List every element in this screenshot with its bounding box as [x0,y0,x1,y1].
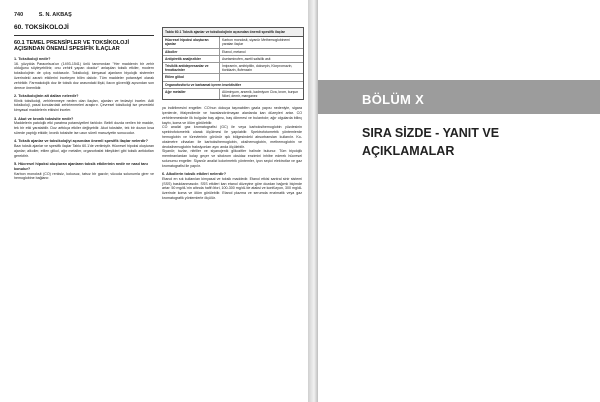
table-cell-agent: Hücresel hipoksi oluşturan ajanlar [163,37,220,47]
table-row [163,63,303,74]
table-caption: Tablo 60.1 Toksik ajanlar ve toksikolojinin açısından önemli spesifik ilaçlar [163,28,303,37]
running-header [14,12,72,18]
paragraph: Klinik toksikoloji, zehirlenmeye neden olan ilaçları, ajanları ve tedaviyi inceler. Adli toksikoloji, yasal konulardaki zehirlenmeleri araştırır. Çevresel toksikoloji ise çevredeki kimyasal maddelerin etkisini inceler. [14,98,154,113]
paragraph: CO analizi gaz kromatografisi (GC) ile veya karboksihemoglobin yüzdesinin spektrofotometrik olarak ölçülmesi ile yapılabilir. Spektrofotometrik yöntemlerde hemoglobin ve türevlerinin görünür ışık bölgesindeki absorbansları kullanılır. Ko-oksimetre cihazları ile karboksihemoglobin, oksihemoglobin, methemoglobin ve deoksihemoglobin fraksiyonları aynı anda ölçülebilir. [162,125,302,149]
table-body [163,37,303,99]
question-heading: 6. Alkollerin toksik etkileri nelerdir? [162,172,227,177]
paragraph: Karbon monoksit (CO) renksiz, kokusuz, tatsız bir gazdır; vücuda solunumla girer ve hemoglobine bağlanır. [14,171,154,181]
question-heading: 3. Akut ve kronik toksisite nedir? [14,116,74,121]
paragraph: Siyanür; tuzlar, nitriller ve siyanojenik glikozitler halinde bulunur. Tüm biyolojik membranlardan kolay geçer ve sitokrom oksidaz enzimini inhibe ederek hücresel solunumu engeller. Siyanür analizi kolorimetrik yöntemler, iyon seçici elektrotlar ve gaz kromatografisi ile yapılır. [162,149,302,168]
table-row [163,49,303,56]
table-cell-agent: Etilen glikol [163,74,220,80]
paragraph: Maddelerin patolojik etki yaratma potansiyelleri farklıdır. Belirli dozda verilen bir madde, tek bir etki yaratabilir. Doz arttıkça etkiler değişebilir. Akut toksisite, tek bir dozun kısa sürede yaptığı etkidir; kronik toksisite ise uzun süreli maruziyetin sonucudur. [14,121,154,135]
table-row [163,82,303,89]
part-title [362,124,499,160]
right-page [318,0,600,402]
left-column [14,22,154,181]
question-heading: 2. Toksikolojinin alt dalları nelerdir? [14,93,79,98]
paragraph: Bazı toksik ajanlar ve spesifik ilaçlar Tablo 60.1'de verilmiştir. Hücresel hipoksi oluşturan ajanlar; alkoller, etilen glikol, ağır metaller, organofosfat bileşikleri gibi toksik antidotları gerektirir. [14,144,154,158]
question-heading: 5. Hücresel hipoksi oluşturan ajanların toksik etkilerinin nedir ve nasıl tanı konulur? [14,161,148,171]
table-cell-drug [220,74,303,80]
running-author: S. N. AKBAŞ [38,12,72,18]
right-column [162,22,302,201]
part-banner [318,80,600,114]
table-cell-drug: Asetaminofen, asetil salisilik asit [222,56,271,61]
table-cell-drug: İmipramin, amitriptilin, doksepin, Klorpromazin, tioridazin, flufenazin [222,64,293,73]
table-cell-agent: Antipiretik analjezikler [163,56,220,62]
page-number: 740 [14,12,24,18]
table-cell-agent: Trisiklik antidepresanlar ve fenotiazinler [163,63,220,73]
table-row [163,37,303,48]
column-text [162,106,302,201]
table-cell-spanning: Organofosforlu ve karbamat içeren insektisitler [165,82,242,87]
table-cell-drug: Karbon monoksit, siyanür Methemoglobinemi yaratan ilaçlar [222,38,290,47]
table-row [163,74,303,81]
section-title: 60.1 TEMEL PRENSİPLER VE TOKSİKOLOJİ AÇISINDAN ÖNEMLİ SPESİFİK İLAÇLAR [14,39,130,53]
question-heading: 1. Toksikoloji nedir? [14,56,51,61]
column-text [14,57,154,181]
question-heading: 4. Toksik ajanlar ve toksikolojiyi açısından önemli spesifik ilaçlar nelerdir? [14,139,148,144]
table-cell-agent: Ağır metaller [163,89,220,99]
paragraph: ya indirilmesini engeller. CO'nun dokuya taşınabilen gazla yapısı nedeniyle, sigara içenlerde, itfaiyecilerde ve havalandırılmayan alanlarda kan düzeyleri artar. CO zehirlenmesinde ilk bulgular baş ağrısı, baş dönmesi ve bulantıdır; ağır olgularda bilinç kaybı, koma ve ölüm görülebilir. [162,106,302,125]
book-spine [308,0,318,402]
table-row [163,56,303,63]
table-cell-drug: Etanol, metanol [222,49,246,54]
table-cell-drug: Alüminyum, arsenik, kadmiyum Civa, krom, kurşun Nikel, demir, manganez [222,89,299,99]
chapter-title: 60. TOKSİKOLOJİ [14,24,69,31]
part-label: BÖLÜM X [362,92,425,107]
paragraph: Etanol en sık kullanılan kimyasal ve toksik maddedir. Etanol etkisi santral sinir sistemi (SSS) baskılanmasıdır. SSS etkileri kan etanol düzeyine göre dozdan bağımlı biçimde artar: 50 mg/dL'nin altında hafif öfori, 100-300 mg/dL'de ataksi ve konfüzyon, 300 mg/dL üzerinde koma ve ölüm görülebilir. Etanol plazma ve serumda enzimatik veya gaz kromatografik yöntemlerle ölçülür. [162,176,302,201]
table-row [163,89,303,99]
chapter-rule [14,35,154,36]
part-title-line-2: AÇIKLAMALAR [362,144,455,158]
table-cell-agent: Alkoller [163,49,220,55]
part-title-line-1: SIRA SİZDE - YANIT VE [362,126,500,140]
paragraph: 16. yüzyılda Paracelsus'un (1493-1541) ünlü tanımından "Her maddenin bir zehir olduğunu söyleyebiliriz; onu zehirli yapan dozdur" anlaşılan toksik etkiler, modern toksikolojinin de çıkış noktasıdır. Toksikoloji, kimyasal ajanların biyolojik sistemler üzerindeki zararlı etkilerini inceleyen bilim dalıdır. Tüm maddeler potansiyel olarak zehirlidir. Farmakolojik doz ile toksik doz arasındaki ilişki, ilacın güvenliği açısından son derece önemlidir. [14,61,154,90]
table-60-1 [162,27,304,100]
